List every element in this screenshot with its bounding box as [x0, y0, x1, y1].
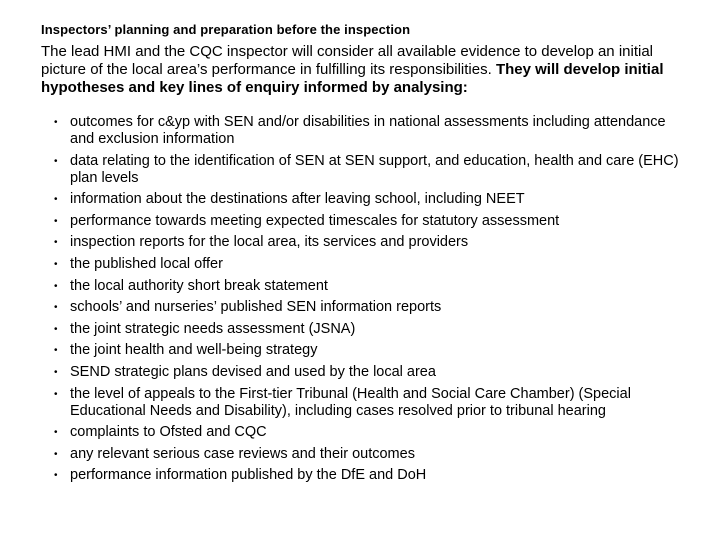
bullet-icon: • [54, 194, 58, 206]
bullet-icon: • [54, 323, 58, 335]
list-item-text: inspection reports for the local area, its services and providers [70, 234, 469, 251]
evidence-list [0, 114, 720, 489]
list-item-text: the local authority short break statement [70, 277, 328, 294]
bullet-icon: • [54, 155, 58, 167]
list-item-text: the level of appeals to the First-tier Tribunal (Health and Social Care Chamber) (Special Educational Needs and Disability), including cases resolved prior to tribunal hearing [70, 385, 631, 419]
list-item-text: information about the destinations after leaving school, including NEET [70, 191, 525, 208]
bullet-icon: • [54, 258, 58, 270]
list-item-text: outcomes for c&yp with SEN and/or disabilities in national assessments including attendance and exclusion information [70, 114, 666, 147]
bullet-icon: • [54, 388, 58, 400]
list-item-text: performance towards meeting expected timescales for statutory assessment [70, 212, 560, 229]
list-item-text: the joint health and well-being strategy [70, 342, 318, 359]
bullet-icon: • [54, 215, 58, 227]
list-item-text: any relevant serious case reviews and their outcomes [70, 445, 415, 462]
bullet-icon: • [54, 237, 58, 249]
bullet-icon: • [54, 427, 58, 439]
slide-heading: Inspectors’ planning and preparation before the inspection [41, 22, 411, 37]
bullet-icon: • [54, 280, 58, 292]
intro-paragraph [41, 43, 691, 97]
list-item [0, 256, 720, 273]
bullet-icon: • [54, 117, 58, 128]
bullet-icon: • [54, 470, 58, 482]
intro-text: The lead HMI and the CQC inspector will consider all available evidence to develop an initial picture of the local area’s performance in fulfilling its responsibilities. [41, 43, 653, 78]
list-item-text: the joint strategic needs assessment (JSNA) [70, 320, 356, 337]
list-item-text: the published local offer [70, 255, 223, 272]
list-item [0, 386, 720, 420]
list-item [0, 342, 720, 359]
list-item-text: performance information published by the DfE and DoH [70, 467, 427, 484]
bullet-icon: • [54, 345, 58, 357]
list-item [0, 191, 720, 208]
list-item [0, 446, 720, 463]
list-item [0, 364, 720, 381]
list-item [0, 213, 720, 230]
list-item [0, 424, 720, 441]
list-item [0, 299, 720, 316]
list-item-text: SEND strategic plans devised and used by the local area [70, 363, 436, 380]
list-item [0, 278, 720, 295]
list-item-text: complaints to Ofsted and CQC [70, 424, 267, 441]
list-item [0, 234, 720, 251]
list-item [0, 467, 720, 484]
list-item [0, 114, 720, 148]
bullet-icon: • [54, 448, 58, 460]
list-item [0, 321, 720, 338]
bullet-icon: • [54, 302, 58, 314]
list-item-text: data relating to the identification of SEN at SEN support, and education, health and care (EHC) plan levels [70, 152, 679, 186]
list-item [0, 153, 720, 187]
intro-emphasis: They will develop initial hypotheses and key lines of enquiry informed by analysing: [41, 61, 664, 96]
bullet-icon: • [54, 366, 58, 378]
list-item-text: schools’ and nurseries’ published SEN information reports [70, 299, 442, 316]
